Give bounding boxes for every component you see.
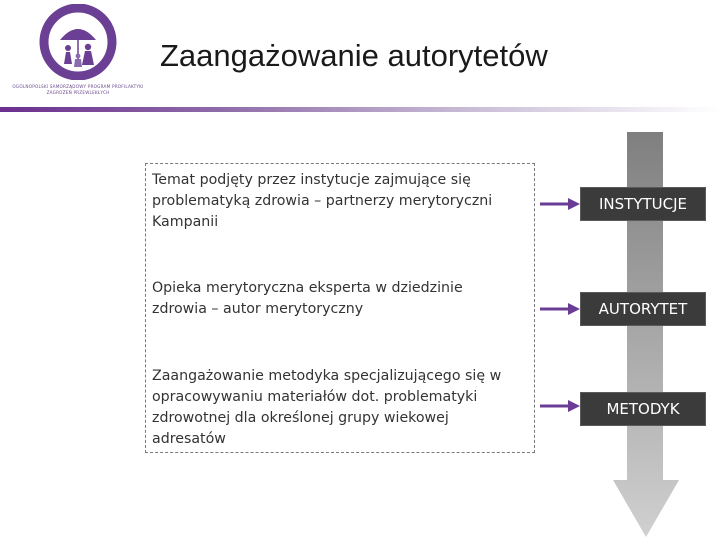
row-description-institutions: Temat podjęty przez instytucje zajmujące się problematyką zdrowia – partnerzy merytoryczni Kampanii bbox=[152, 172, 493, 230]
label-authority: AUTORYTET bbox=[580, 292, 706, 326]
page-title: Zaangażowanie autorytetów bbox=[160, 38, 548, 73]
organization-logo bbox=[8, 4, 148, 100]
label-institutions: INSTYTUCJE bbox=[580, 187, 706, 221]
row-description-methodologist: Zaangażowanie metodyka specjalizującego się w opracowywaniu materiałów dot. problematyki zdrowotnej dla określonej grupy wiekowej adresatów bbox=[152, 368, 502, 447]
right-arrow-icon bbox=[540, 302, 580, 316]
row-description-authority: Opieka merytoryczna eksperta w dziedzinie zdrowia – autor merytoryczny bbox=[152, 280, 463, 317]
right-arrow-icon bbox=[540, 197, 580, 211]
right-arrow-icon bbox=[540, 399, 580, 413]
logo-caption-line2: ZAGROŻEŃ PRZEWLEKŁYCH bbox=[46, 90, 110, 95]
title-divider bbox=[0, 107, 720, 112]
label-methodologist: METODYK bbox=[580, 392, 706, 426]
logo-emblem-icon bbox=[34, 4, 122, 80]
logo-caption-line1: OGÓLNOPOLSKI SAMORZĄDOWY PROGRAM PROFILAKTYKI bbox=[12, 84, 144, 89]
